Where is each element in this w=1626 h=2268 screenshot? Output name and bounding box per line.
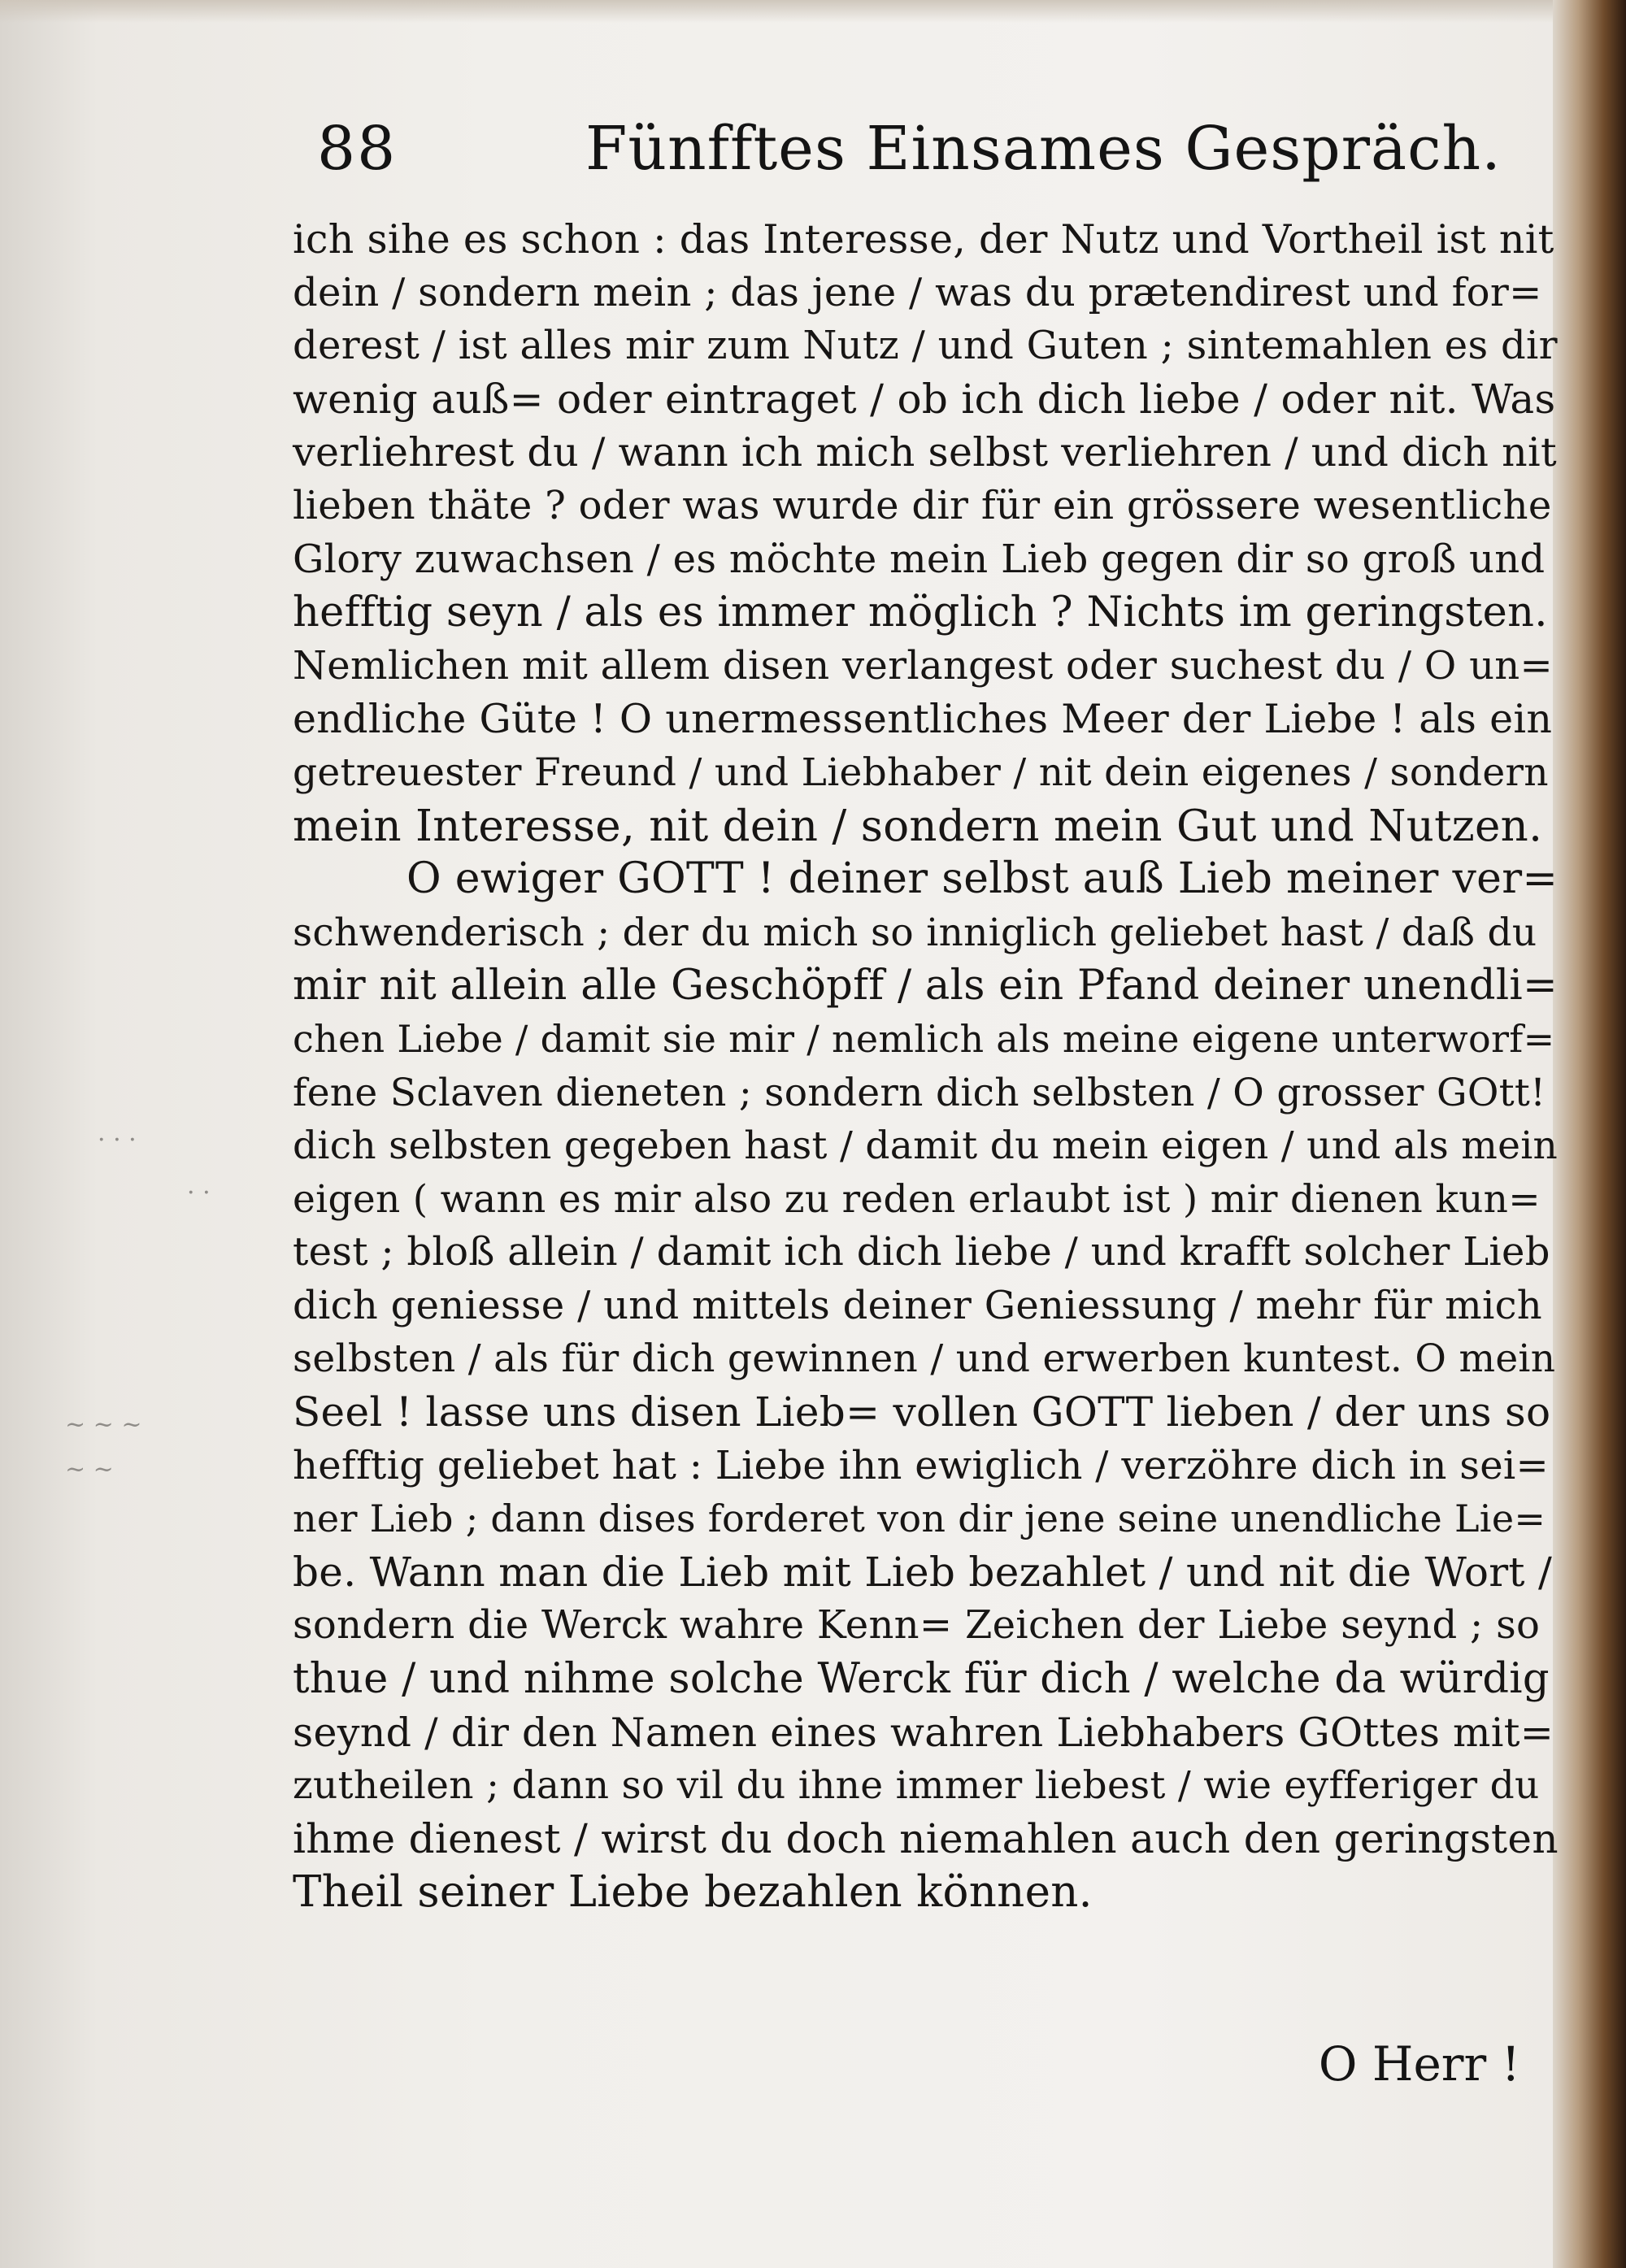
text-line: Glory zuwachsen / es möchte mein Lieb gegen dir so groß und — [293, 536, 1546, 582]
text-line: chen Liebe / damit sie mir / nemlich als meine eigene unterworf= — [293, 1016, 1555, 1061]
page-top-edge — [0, 0, 1626, 23]
text-line: wenig auß= oder eintraget / ob ich dich liebe / oder nit. Was — [293, 375, 1556, 423]
body-text — [293, 213, 1561, 1919]
text-line: fene Sclaven dieneten ; sondern dich selbsten / O grosser GOtt! — [293, 1070, 1546, 1115]
paragraph-first-line: O ewiger GOTT ! deiner selbst auß Lieb meiner ver= — [406, 854, 1559, 904]
text-line: selbsten / als für dich gewinnen / und erwerben kuntest. O mein — [293, 1336, 1556, 1382]
text-line: getreuester Freund / und Liebhaber / nit dein eigenes / sondern — [293, 749, 1549, 795]
text-line: hefftig seyn / als es immer möglich ? Nichts im geringsten. — [293, 589, 1548, 637]
running-header — [293, 114, 1502, 211]
text-line: test ; bloß allein / damit ich dich liebe / und krafft solcher Lieb — [293, 1229, 1550, 1275]
text-line: mir nit allein alle Geschöpff / als ein Pfand deiner unendli= — [293, 962, 1559, 1010]
text-line: Theil seiner Liebe bezahlen können. — [293, 1867, 1093, 1918]
text-line: seynd / dir den Namen eines wahren Liebhabers GOttes mit= — [293, 1709, 1554, 1756]
text-line: Nemlichen mit allem disen verlangest oder suchest du / O un= — [293, 642, 1554, 689]
text-line: dein / sondern mein ; das jene / was du prætendirest und for= — [293, 269, 1542, 315]
text-line: be. Wann man die Lieb mit Lieb bezahlet / und nit die Wort / — [293, 1548, 1553, 1596]
bleed-through-mark: ~ ~ — [65, 1455, 114, 1484]
text-line: zutheilen ; dann so vil du ihne immer liebest / wie eyfferiger du — [293, 1763, 1540, 1809]
header-title: Fünfftes Einsames Gespräch. — [585, 114, 1502, 184]
text-line: sondern die Werck wahre Kenn= Zeichen der Liebe seynd ; so — [293, 1602, 1541, 1649]
text-line: derest / ist alles mir zum Nutz / und Guten ; sintemahlen es dir — [293, 323, 1558, 369]
page-number: 88 — [317, 114, 398, 184]
bleed-through-mark: · · · — [98, 1126, 137, 1154]
text-line: endliche Güte ! O unermessentliches Meer der Liebe ! als ein — [293, 696, 1553, 743]
text-line: lieben thäte ? oder was wurde dir für ein grössere wesentliche — [293, 482, 1552, 528]
text-line: verliehrest du / wann ich mich selbst verliehren / und dich nit — [293, 429, 1557, 476]
catchword: O Herr ! — [1318, 2036, 1520, 2092]
text-line: mein Interesse, nit dein / sondern mein Gut und Nutzen. — [293, 801, 1543, 851]
text-line: dich geniesse / und mittels deiner Geniessung / mehr für mich — [293, 1282, 1543, 1328]
bleed-through-mark: · · — [187, 1179, 211, 1207]
text-line: hefftig geliebet hat : Liebe ihn ewiglich / verzöhre dich in sei= — [293, 1442, 1550, 1488]
page-binding-edge — [1553, 0, 1626, 2268]
text-line: schwenderisch ; der du mich so inniglich geliebet hast / daß du — [293, 910, 1537, 955]
text-line: eigen ( wann es mir also zu reden erlaubt ist ) mir dienen kun= — [293, 1176, 1541, 1222]
text-line: ich sihe es schon : das Interesse, der Nutz und Vortheil ist nit — [293, 216, 1554, 263]
text-line: ner Lieb ; dann dises forderet von dir jene seine unendliche Lie= — [293, 1497, 1546, 1541]
bleed-through-mark: ~ ~ ~ — [65, 1410, 142, 1439]
text-line: thue / und nihme solche Werck für dich / welche da würdig — [293, 1655, 1550, 1704]
text-line: ihme dienest / wirst du doch niemahlen auch den geringsten — [293, 1814, 1559, 1862]
text-line: Seel ! lasse uns disen Lieb= vollen GOTT lieben / der uns so — [293, 1388, 1551, 1436]
text-line: dich selbsten gegeben hast / damit du mein eigen / und als mein — [293, 1123, 1559, 1169]
